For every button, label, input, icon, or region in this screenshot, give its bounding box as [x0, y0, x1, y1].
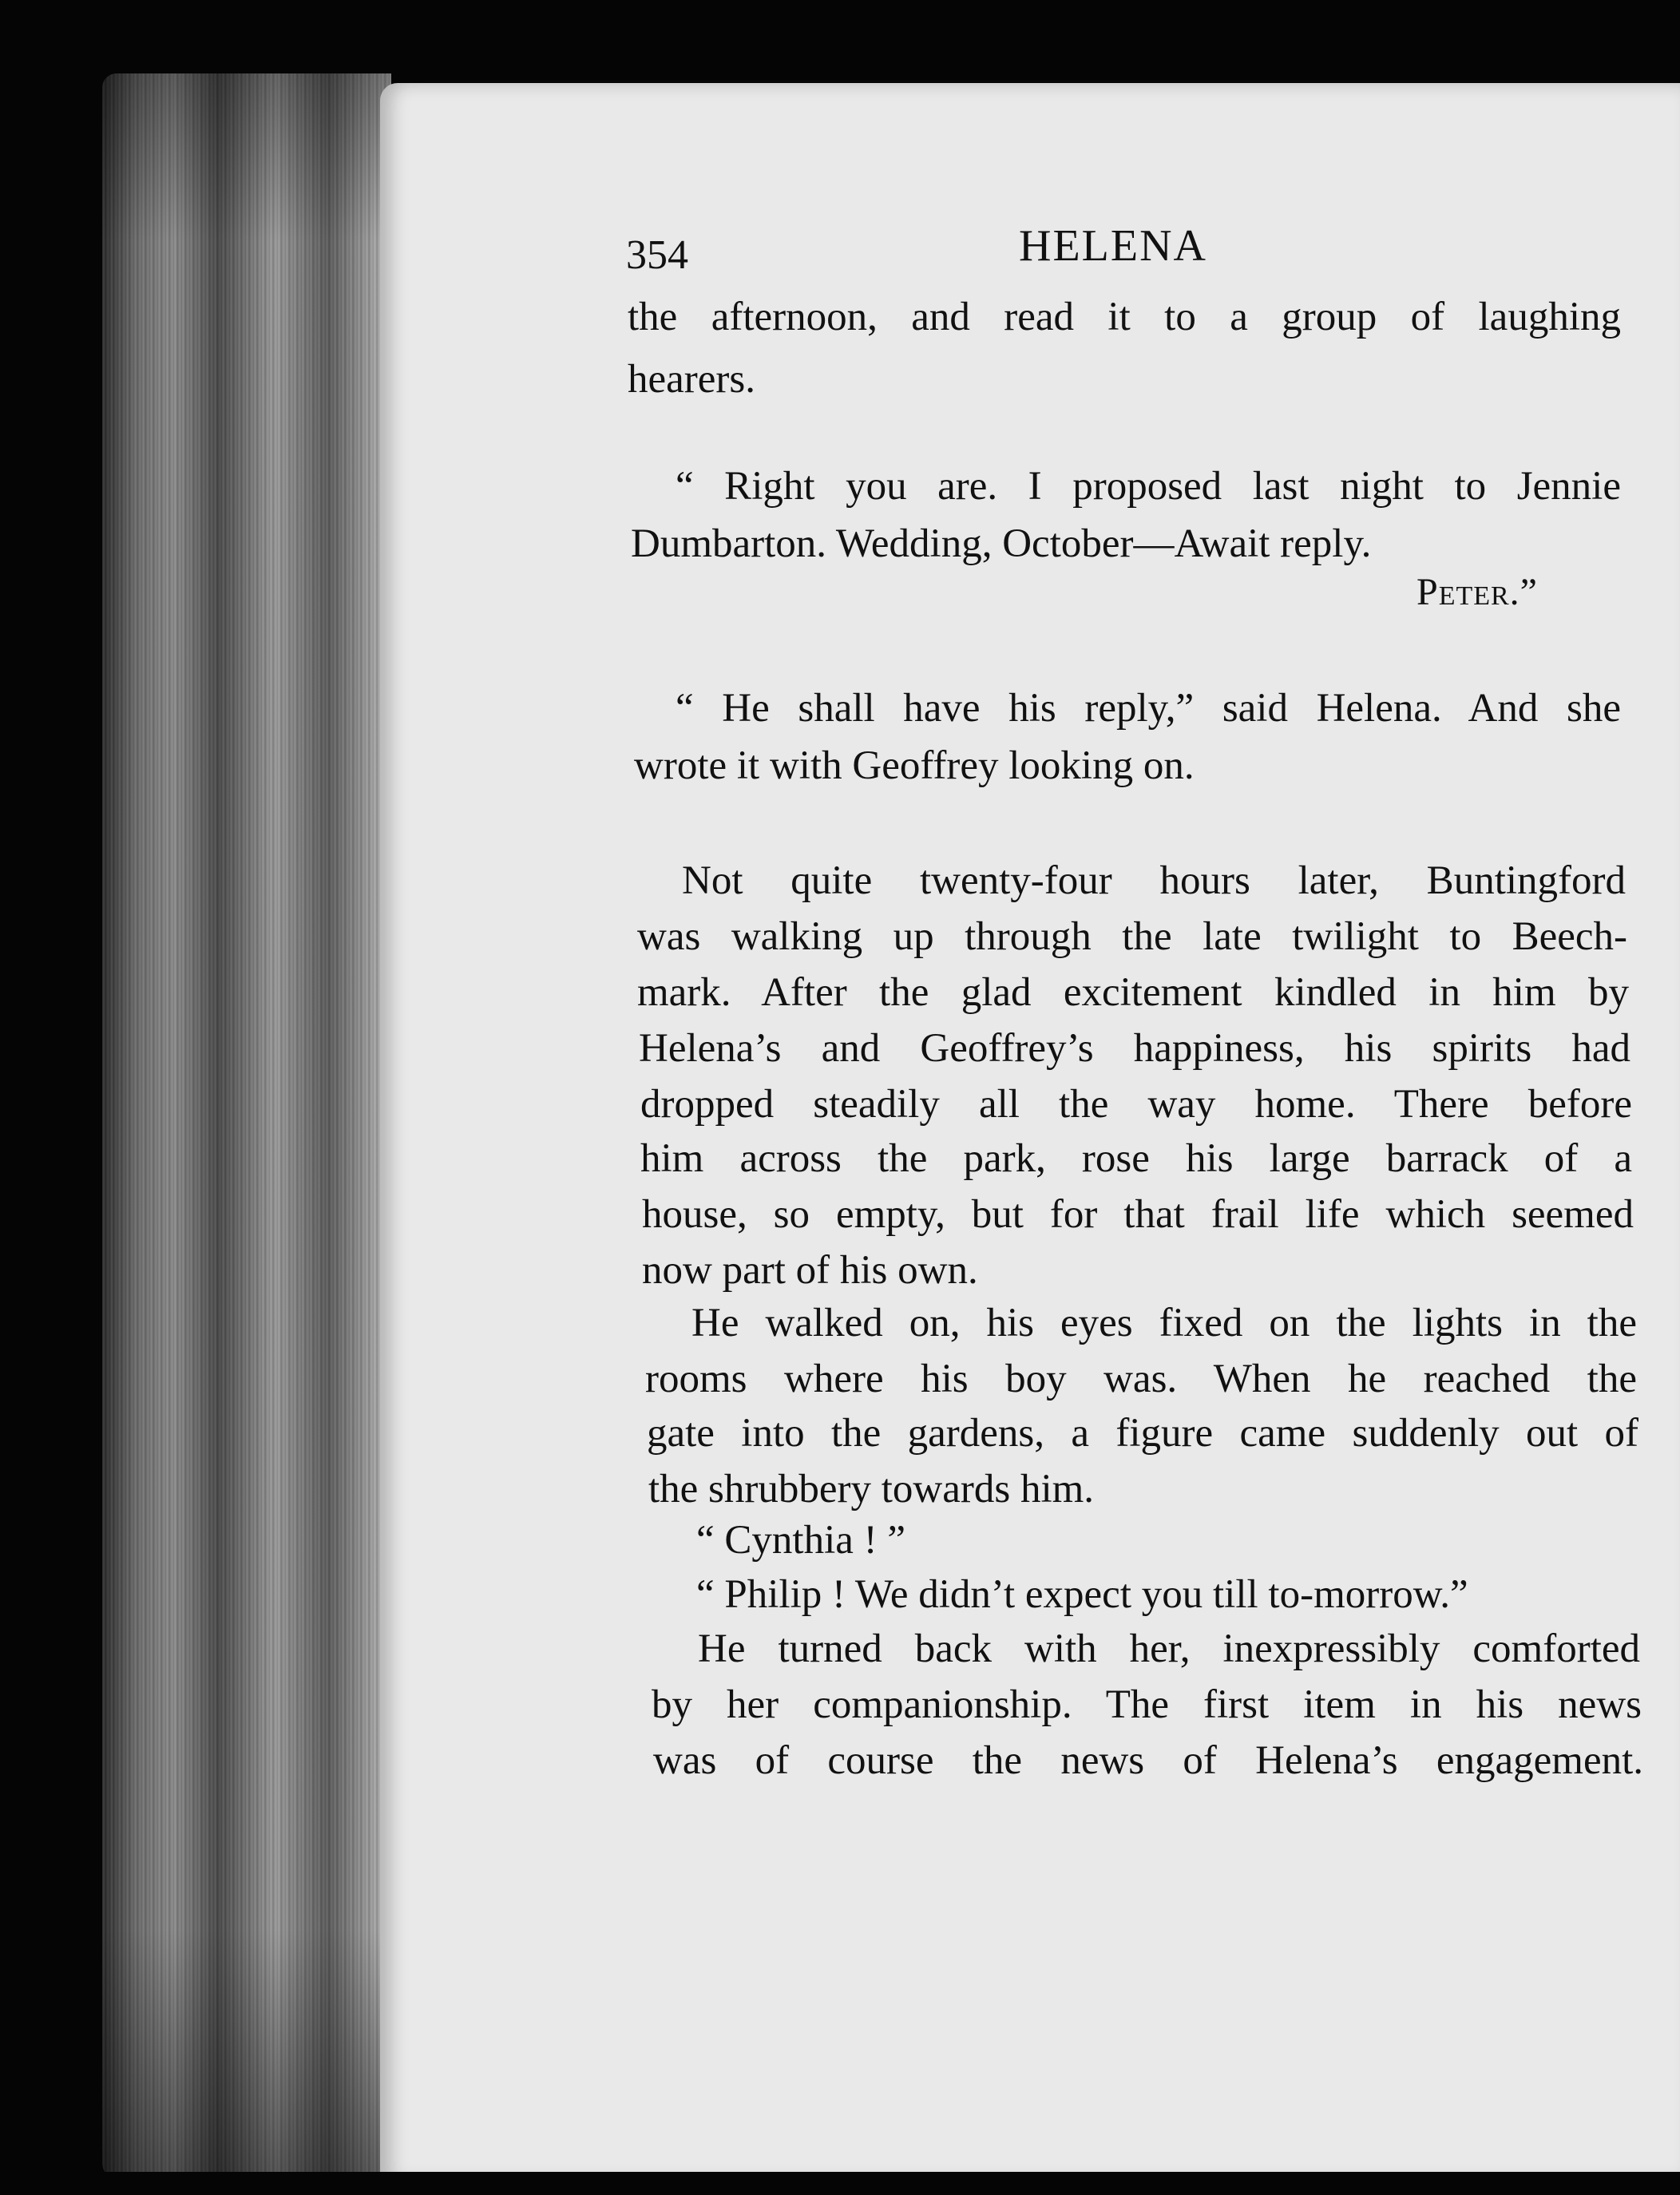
text-line: was walking up through the late twilight to Beech- — [637, 914, 1627, 959]
text-line: by her companionship. The first item in his news — [652, 1682, 1642, 1727]
text-line: him across the park, rose his large barrack of a — [640, 1136, 1632, 1181]
dialogue-line: “ Philip ! We didn’t expect you till to-morrow.” — [696, 1572, 1468, 1617]
telegram-signature: Peter.” — [1417, 571, 1538, 613]
text-line: He walked on, his eyes fixed on the lights in the — [691, 1301, 1637, 1345]
text-line: the afternoon, and read it to a group of laughing — [628, 295, 1621, 339]
text-line: now part of his own. — [642, 1248, 978, 1293]
text-line: the shrubbery towards him. — [648, 1467, 1095, 1512]
telegram-line: “ Right you are. I proposed last night to Jennie — [676, 464, 1621, 509]
telegram-line: Dumbarton. Wedding, October—Await reply. — [631, 521, 1372, 566]
text-line: mark. After the glad excitement kindled in him by — [637, 970, 1629, 1015]
text-line: Helena’s and Geoffrey’s happiness, his spirits had — [639, 1026, 1630, 1071]
text-line: “ He shall have his reply,” said Helena. And she — [676, 686, 1621, 731]
dialogue-line: “ Cynthia ! ” — [696, 1518, 905, 1563]
text-line: house, so empty, but for that frail life which seemed — [642, 1192, 1634, 1237]
text-line: dropped steadily all the way home. There before — [640, 1082, 1632, 1127]
text-line: Not quite twenty-four hours later, Buntingford — [682, 858, 1626, 903]
text-line: He turned back with her, inexpressibly comforted — [698, 1626, 1640, 1671]
scan-bottom-border — [0, 2172, 1680, 2195]
text-line: was of course the news of Helena’s engagement. — [653, 1738, 1643, 1783]
running-head: HELENA — [1019, 221, 1207, 271]
text-line: rooms where his boy was. When he reached the — [645, 1357, 1637, 1401]
text-line: hearers. — [628, 357, 755, 402]
text-line: wrote it with Geoffrey looking on. — [634, 743, 1195, 788]
text-line: gate into the gardens, a figure came suddenly out of — [647, 1411, 1638, 1456]
page-number: 354 — [626, 232, 688, 278]
book-edge-shadow — [102, 73, 391, 2181]
